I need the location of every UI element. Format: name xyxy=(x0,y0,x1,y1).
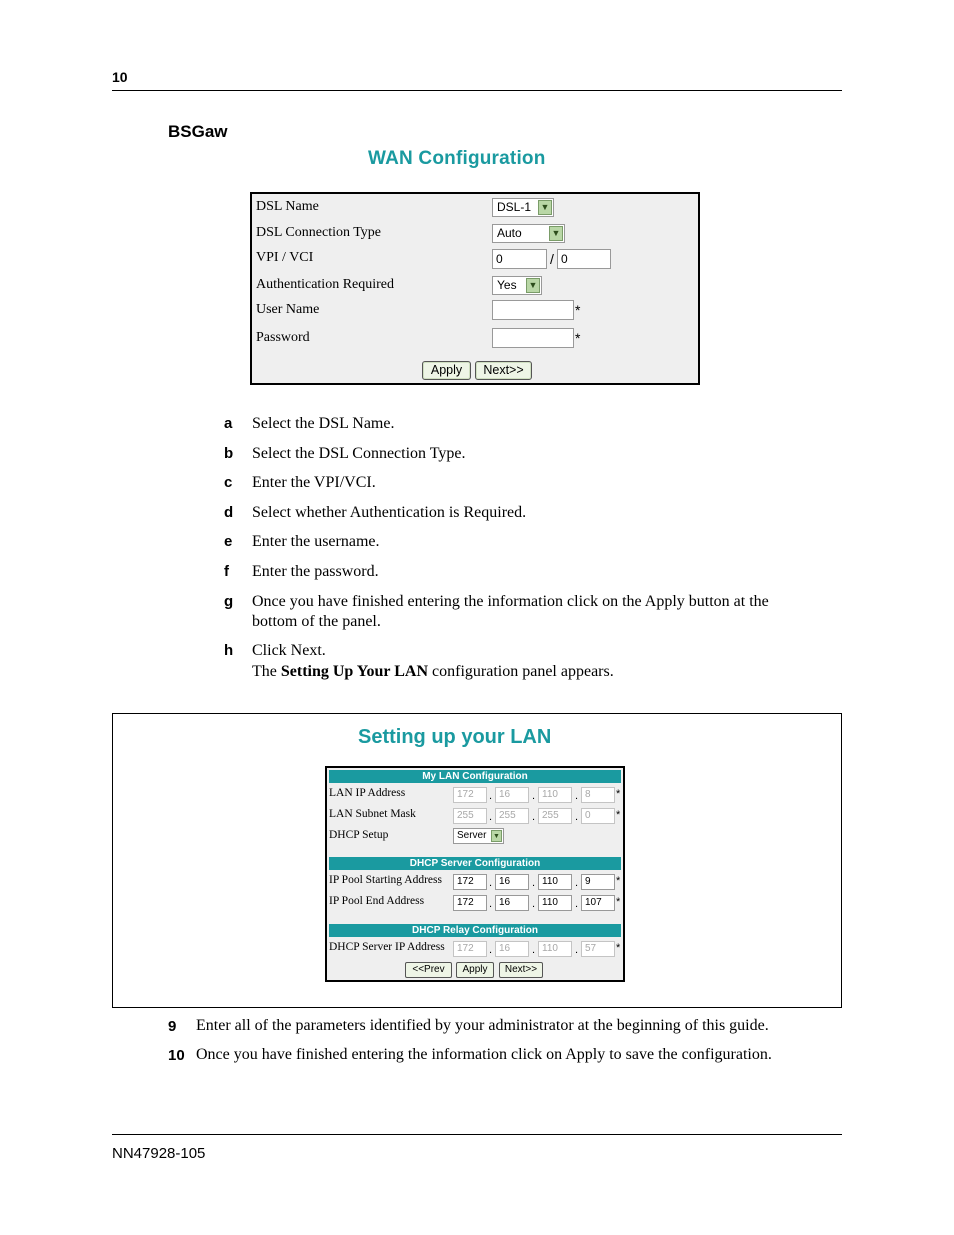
step-text: Enter all of the parameters identified by your administrator at the beginning of this guide. xyxy=(196,1017,769,1034)
step-letter: d xyxy=(224,504,234,521)
vpi-input[interactable]: 0 xyxy=(492,249,547,269)
required-mark: * xyxy=(575,330,581,346)
step-text: Enter the password. xyxy=(252,563,379,580)
vpi-vci-separator: / xyxy=(550,251,554,267)
section-header: DHCP Server Configuration xyxy=(329,857,621,870)
relay-ip-octet[interactable]: 110 xyxy=(538,941,572,957)
step-text: Select whether Authentication is Required. xyxy=(252,504,527,521)
step-letter: g xyxy=(224,593,234,610)
pool-start-octet[interactable]: 172 xyxy=(453,874,487,890)
header-rule xyxy=(112,90,842,91)
pool-end-octet[interactable]: 172 xyxy=(453,895,487,911)
password-label: Password xyxy=(256,330,310,345)
pool-start-label: IP Pool Starting Address xyxy=(329,874,442,886)
chevron-down-icon: ▼ xyxy=(538,200,552,215)
conn-type-select[interactable] xyxy=(492,224,565,243)
next-button[interactable]: Next>> xyxy=(475,361,532,380)
octet-dot: . xyxy=(575,877,579,889)
dsl-name-value: DSL-1 xyxy=(497,200,532,214)
vci-input[interactable]: 0 xyxy=(557,249,611,269)
step-note: The Setting Up Your LAN configuration panel appears. xyxy=(252,663,614,680)
conn-type-label: DSL Connection Type xyxy=(256,225,382,240)
doc-number: NN47928-105 xyxy=(112,1145,206,1162)
auth-label: Authentication Required xyxy=(256,277,395,292)
step-letter: h xyxy=(224,642,234,659)
octet-dot: . xyxy=(575,790,579,802)
pool-end-octet[interactable]: 16 xyxy=(495,895,529,911)
vpi-vci-label: VPI / VCI xyxy=(256,250,314,265)
subnet-octet[interactable]: 255 xyxy=(495,808,529,824)
lan-ip-octet[interactable]: 110 xyxy=(538,787,572,803)
chevron-down-icon: ▼ xyxy=(491,830,502,842)
pool-start-octet[interactable]: 9 xyxy=(581,874,615,890)
step-text: Select the DSL Connection Type. xyxy=(252,445,466,462)
pool-end-label: IP Pool End Address xyxy=(329,895,425,907)
required-mark: * xyxy=(575,302,581,318)
step-text: Once you have finished entering the information click on Apply to save the configuration. xyxy=(196,1046,772,1063)
dsl-name-select[interactable] xyxy=(492,198,554,217)
step-letter: f xyxy=(224,563,229,580)
pool-end-octet[interactable]: 110 xyxy=(538,895,572,911)
relay-ip-octet[interactable]: 16 xyxy=(495,941,529,957)
step-text: Select the DSL Name. xyxy=(252,415,395,432)
octet-dot: . xyxy=(489,944,493,956)
user-name-label: User Name xyxy=(256,302,320,317)
octet-dot: . xyxy=(489,898,493,910)
pool-end-octet[interactable]: 107 xyxy=(581,895,615,911)
required-mark: * xyxy=(616,896,621,908)
octet-dot: . xyxy=(532,898,536,910)
footer-rule xyxy=(112,1134,842,1135)
prev-button[interactable]: <<Prev xyxy=(405,962,452,978)
password-input[interactable] xyxy=(492,328,574,348)
octet-dot: . xyxy=(489,877,493,889)
step-letter: a xyxy=(224,415,233,432)
step-letter: b xyxy=(224,445,234,462)
octet-dot: . xyxy=(575,944,579,956)
required-mark: * xyxy=(616,809,621,821)
subnet-octet[interactable]: 255 xyxy=(538,808,572,824)
octet-dot: . xyxy=(532,790,536,802)
relay-ip-octet[interactable]: 57 xyxy=(581,941,615,957)
dhcp-setup-select[interactable] xyxy=(453,828,504,844)
pool-start-octet[interactable]: 110 xyxy=(538,874,572,890)
lan-ip-octet[interactable]: 16 xyxy=(495,787,529,803)
subnet-octet[interactable]: 255 xyxy=(453,808,487,824)
step-number: 10 xyxy=(168,1047,185,1064)
chevron-down-icon: ▼ xyxy=(526,278,540,293)
wan-title: WAN Configuration xyxy=(368,148,546,169)
lan-ip-octet[interactable]: 172 xyxy=(453,787,487,803)
next-button[interactable]: Next>> xyxy=(499,962,543,978)
octet-dot: . xyxy=(489,790,493,802)
step-text: Click Next. xyxy=(252,642,326,659)
step-letter: c xyxy=(224,474,233,491)
page-number: 10 xyxy=(112,69,128,85)
apply-button[interactable]: Apply xyxy=(456,962,494,978)
step-number: 9 xyxy=(168,1018,177,1035)
section-header: My LAN Configuration xyxy=(329,770,621,783)
auth-value: Yes xyxy=(497,278,517,292)
dsl-name-label: DSL Name xyxy=(256,199,319,214)
octet-dot: . xyxy=(532,811,536,823)
required-mark: * xyxy=(616,942,621,954)
dhcp-setup-value: Server xyxy=(457,830,487,841)
user-name-input[interactable] xyxy=(492,300,574,320)
conn-type-value: Auto xyxy=(497,226,522,240)
apply-button[interactable]: Apply xyxy=(422,361,471,380)
section-header: DHCP Relay Configuration xyxy=(329,924,621,937)
lan-ip-octet[interactable]: 8 xyxy=(581,787,615,803)
relay-ip-octet[interactable]: 172 xyxy=(453,941,487,957)
relay-ip-label: DHCP Server IP Address xyxy=(329,941,445,953)
octet-dot: . xyxy=(489,811,493,823)
dhcp-setup-label: DHCP Setup xyxy=(329,829,389,841)
pool-start-octet[interactable]: 16 xyxy=(495,874,529,890)
lan-title: Setting up your LAN xyxy=(358,726,552,748)
step-text: Enter the VPI/VCI. xyxy=(252,474,376,491)
auth-select[interactable] xyxy=(492,276,542,295)
section-title: BSGaw xyxy=(168,122,228,141)
chevron-down-icon: ▼ xyxy=(549,226,563,241)
octet-dot: . xyxy=(532,944,536,956)
wan-config-panel xyxy=(250,192,700,385)
octet-dot: . xyxy=(575,811,579,823)
octet-dot: . xyxy=(575,898,579,910)
lan-ip-label: LAN IP Address xyxy=(329,787,406,799)
required-mark: * xyxy=(616,875,621,887)
step-letter: e xyxy=(224,533,233,550)
step-text: Once you have finished entering the information click on the Apply button at the bottom of the panel. xyxy=(252,593,769,630)
lan-config-panel xyxy=(325,766,625,982)
subnet-octet[interactable]: 0 xyxy=(581,808,615,824)
step-text: Enter the username. xyxy=(252,533,380,550)
octet-dot: . xyxy=(532,877,536,889)
required-mark: * xyxy=(616,788,621,800)
subnet-label: LAN Subnet Mask xyxy=(329,808,416,820)
